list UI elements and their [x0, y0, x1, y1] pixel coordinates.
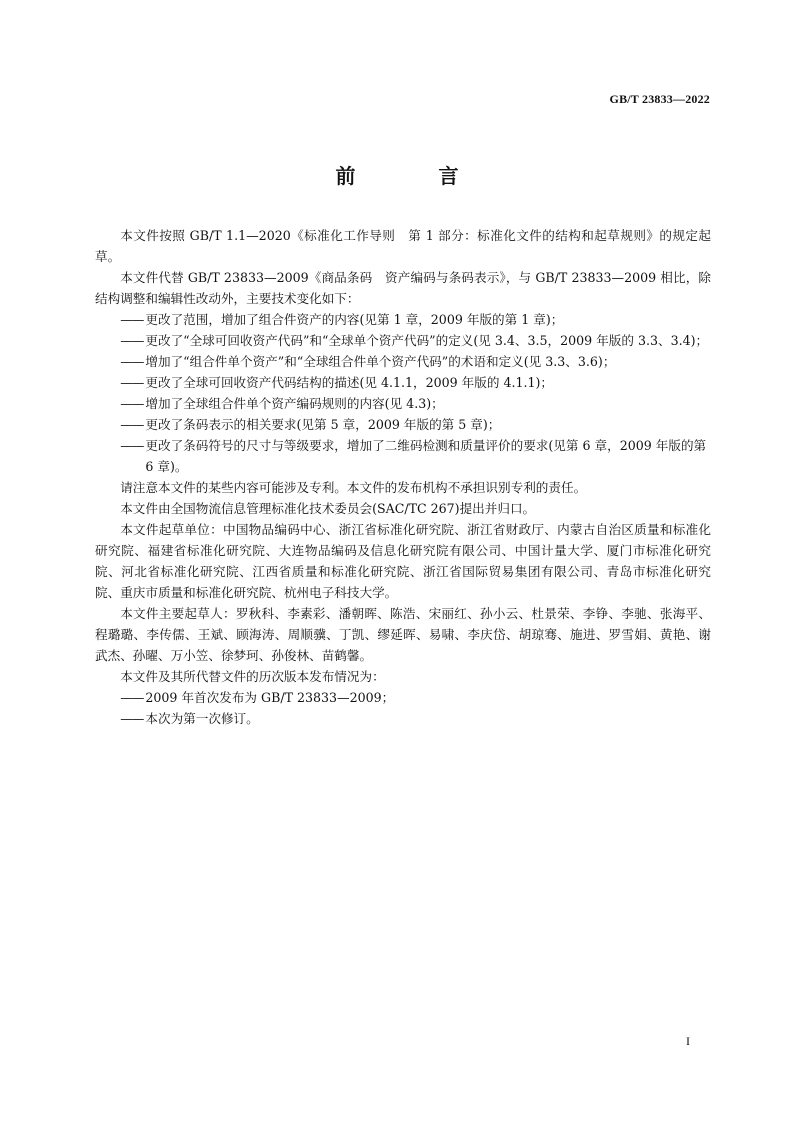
list-item-text: 增加了全球组合件单个资产编码规则的内容(见 4.3)； — [145, 396, 444, 411]
dash-marker: —— — [120, 438, 144, 453]
paragraph: 本文件由全国物流信息管理标准化技术委员会(SAC/TC 267)提出并归口。 — [120, 501, 536, 516]
page-number: I — [686, 1034, 690, 1048]
list-item — [95, 414, 711, 435]
list-item-text: 2009 年首次发布为 GB/T 23833—2009； — [145, 690, 395, 705]
paragraph: 本文件主要起草人：罗秋科、李素彩、潘朝晖、陈浩、宋丽红、孙小云、杜景荣、李铮、李驰、张海平、程璐璐、李传儒、王斌、顾海涛、周顺骥、丁凯、缪延晖、易啸、李庆岱、胡琼骞、施进、罗雪娟、黄艳、谢武杰、孙曜、万小笠、徐梦珂、孙俊林、苗鹤馨。 — [95, 606, 711, 663]
list-item — [95, 687, 711, 708]
list-item — [95, 435, 711, 477]
list-item-text: 更改了“全球可回收资产代码”和“全球单个资产代码”的定义(见 3.4、3.5，2009 年版的 3.3、3.4)； — [145, 333, 709, 348]
list-item-text: 增加了“组合件单个资产”和“全球组合件单个资产代码”的术语和定义(见 3.3、3.6)； — [145, 354, 616, 369]
dash-marker: —— — [120, 417, 144, 432]
list-item — [95, 351, 711, 372]
list-item — [95, 309, 711, 330]
list-item-text: 更改了全球可回收资产代码结构的描述(见 4.1.1，2009 年版的 4.1.1)； — [145, 375, 554, 390]
page-title: 前 言 — [335, 164, 497, 188]
list-item-text: 更改了条码符号的尺寸与等级要求，增加了二维码检测和质量评价的要求(见第 6 章，2009 年版的第 6 章)。 — [145, 438, 707, 474]
list-item — [95, 372, 711, 393]
dash-marker: —— — [120, 375, 144, 390]
dash-marker: —— — [120, 690, 144, 705]
paragraph: 本文件代替 GB/T 23833—2009《商品条码 资产编码与条码表示》，与 GB/T 23833—2009 相比，除结构调整和编辑性改动外，主要技术变化如下： — [95, 270, 711, 306]
list-item — [95, 708, 711, 729]
dash-marker: —— — [120, 312, 144, 327]
dash-marker: —— — [120, 354, 144, 369]
list-item-text: 本次为第一次修订。 — [145, 711, 259, 726]
foreword-body — [95, 225, 711, 729]
list-item-text: 更改了条码表示的相关要求(见第 5 章，2009 年版的第 5 章)； — [145, 417, 501, 432]
dash-marker: —— — [120, 711, 144, 726]
paragraph: 本文件起草单位：中国物品编码中心、浙江省标准化研究院、浙江省财政厅、内蒙古自治区质量和标准化研究院、福建省标准化研究院、大连物品编码及信息化研究院有限公司、中国计量大学、厦门市标准化研究院、河北省标准化研究院、江西省质量和标准化研究院、浙江省国际贸易集团有限公司、青岛市标准化研究院、重庆市质量和标准化研究院、杭州电子科技大学。 — [95, 522, 711, 600]
list-item — [95, 330, 711, 351]
paragraph: 请注意本文件的某些内容可能涉及专利。本文件的发布机构不承担识别专利的责任。 — [120, 480, 587, 495]
paragraph: 本文件及其所代替文件的历次版本发布情况为： — [120, 669, 385, 684]
dash-marker: —— — [120, 333, 144, 348]
document-code: GB/T 23833—2022 — [609, 92, 710, 106]
paragraph: 本文件按照 GB/T 1.1—2020《标准化工作导则 第 1 部分：标准化文件的结构和起草规则》的规定起草。 — [95, 228, 711, 264]
dash-marker: —— — [120, 396, 144, 411]
list-item — [95, 393, 711, 414]
list-item-text: 更改了范围，增加了组合件资产的内容(见第 1 章，2009 年版的第 1 章)； — [145, 312, 564, 327]
